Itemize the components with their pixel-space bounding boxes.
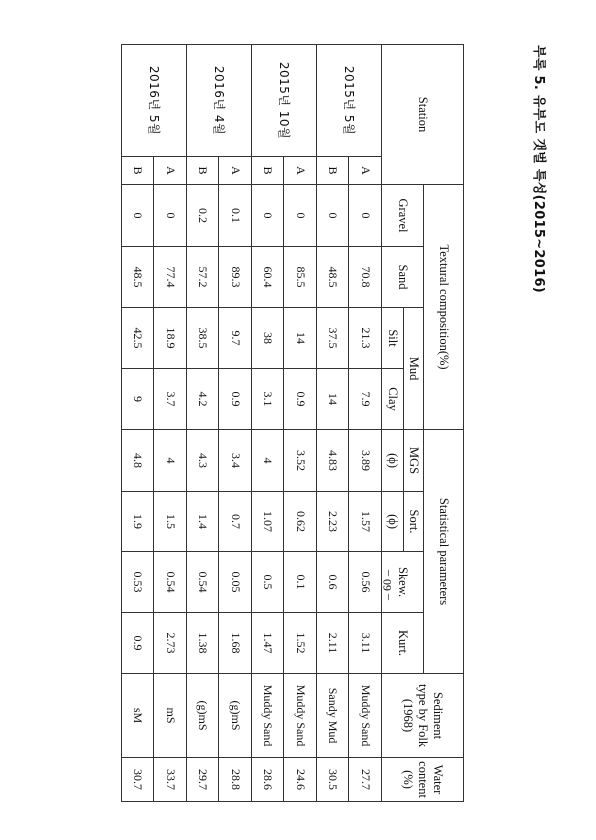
kurt-cell: 2.11 (317, 613, 350, 674)
header-sort: Sort. (404, 492, 424, 552)
header-water (382, 758, 464, 802)
sediment-cell: mS (154, 674, 187, 758)
table-row (122, 45, 155, 802)
sort-cell: 0.62 (284, 492, 317, 552)
clay-cell: 4.2 (187, 369, 220, 430)
header-kurt: Kurt. (382, 613, 424, 674)
water-cell: 30.5 (317, 758, 350, 802)
clay-cell: 3.7 (154, 369, 187, 430)
skew-cell: 0.6 (317, 552, 350, 613)
page-number: – 60 – (380, 570, 394, 600)
sand-cell: 57.2 (187, 247, 220, 308)
mgs-cell: 4.8 (122, 430, 155, 492)
mgs-cell: 4.3 (187, 430, 220, 492)
header-clay: Clay (382, 369, 404, 430)
sediment-cell: Muddy Sand (349, 674, 382, 758)
header-water-line2: content (416, 761, 430, 798)
station-cell: A (349, 157, 382, 185)
station-cell: A (284, 157, 317, 185)
mgs-cell: 4 (154, 430, 187, 492)
header-statistical: Statistical parameters (424, 430, 464, 674)
header-skew: Skew. (382, 552, 424, 613)
table-row (187, 45, 220, 802)
sand-cell: 70.8 (349, 247, 382, 308)
gravel-cell: 0 (122, 185, 155, 247)
gravel-cell: 0 (349, 185, 382, 247)
sediment-cell: Muddy Sand (284, 674, 317, 758)
header-gravel: Gravel (382, 185, 424, 247)
gravel-cell: 0 (317, 185, 350, 247)
water-cell: 28.6 (252, 758, 285, 802)
silt-cell: 38 (252, 308, 285, 369)
station-cell: A (219, 157, 252, 185)
skew-cell: 0.5 (252, 552, 285, 613)
gravel-cell: 0 (154, 185, 187, 247)
silt-cell: 37.5 (317, 308, 350, 369)
period-cell: 2015년 10월 (252, 45, 317, 157)
clay-cell: 14 (317, 369, 350, 430)
table-row (284, 45, 317, 802)
water-cell: 29.7 (187, 758, 220, 802)
station-cell: A (154, 157, 187, 185)
sediment-cell: Sandy Mud (317, 674, 350, 758)
silt-cell: 14 (284, 308, 317, 369)
sand-cell: 77.4 (154, 247, 187, 308)
period-cell: 2016년 4월 (187, 45, 252, 157)
skew-cell: 0.53 (122, 552, 155, 613)
water-cell: 27.7 (349, 758, 382, 802)
kurt-cell: 1.68 (219, 613, 252, 674)
period-cell: 2016년 5월 (122, 45, 187, 157)
mgs-cell: 3.4 (219, 430, 252, 492)
header-sand: Sand (382, 247, 424, 308)
silt-cell: 38.5 (187, 308, 220, 369)
sort-cell: 1.07 (252, 492, 285, 552)
sediment-table (121, 44, 464, 802)
header-water-line1: Water (431, 764, 445, 795)
skew-cell: 0.05 (219, 552, 252, 613)
silt-cell: 9.7 (219, 308, 252, 369)
station-cell: B (122, 157, 155, 185)
period-cell: 2015년 5월 (317, 45, 382, 157)
gravel-cell: 0.2 (187, 185, 220, 247)
table-row (349, 45, 382, 802)
header-mgs: MGS (404, 430, 424, 492)
silt-cell: 18.9 (154, 308, 187, 369)
gravel-cell: 0.1 (219, 185, 252, 247)
clay-cell: 7.9 (349, 369, 382, 430)
kurt-cell: 3.11 (349, 613, 382, 674)
skew-cell: 0.1 (284, 552, 317, 613)
table-row (252, 45, 285, 802)
sediment-cell: sM (122, 674, 155, 758)
header-sediment-line3: (1968) (401, 698, 415, 733)
mgs-cell: 4 (252, 430, 285, 492)
silt-cell: 42.5 (122, 308, 155, 369)
mgs-cell: 3.52 (284, 430, 317, 492)
header-mgs-unit: (ϕ) (382, 430, 404, 492)
clay-cell: 0.9 (219, 369, 252, 430)
kurt-cell: 2.73 (154, 613, 187, 674)
sort-cell: 0.7 (219, 492, 252, 552)
header-textural: Textural composition(%) (424, 185, 464, 430)
table-row (154, 45, 187, 802)
water-cell: 33.7 (154, 758, 187, 802)
header-water-unit: (%) (401, 770, 415, 789)
header-silt: Silt (382, 308, 404, 369)
sand-cell: 48.5 (122, 247, 155, 308)
sand-cell: 48.5 (317, 247, 350, 308)
skew-cell: 0.54 (187, 552, 220, 613)
sediment-cell: (g)mS (219, 674, 252, 758)
sort-cell: 2.23 (317, 492, 350, 552)
header-sediment-line2: type by Folk (416, 683, 430, 748)
sediment-cell: Muddy Sand (252, 674, 285, 758)
kurt-cell: 0.9 (122, 613, 155, 674)
station-cell: B (317, 157, 350, 185)
sort-cell: 1.9 (122, 492, 155, 552)
mgs-cell: 4.83 (317, 430, 350, 492)
sort-cell: 1.57 (349, 492, 382, 552)
sand-cell: 89.3 (219, 247, 252, 308)
sort-cell: 1.4 (187, 492, 220, 552)
header-station: Station (382, 45, 464, 185)
mgs-cell: 3.89 (349, 430, 382, 492)
skew-cell: 0.54 (154, 552, 187, 613)
table-row (219, 45, 252, 802)
kurt-cell: 1.38 (187, 613, 220, 674)
gravel-cell: 0 (284, 185, 317, 247)
header-sediment (382, 674, 464, 758)
water-cell: 24.6 (284, 758, 317, 802)
silt-cell: 21.3 (349, 308, 382, 369)
water-cell: 30.7 (122, 758, 155, 802)
water-cell: 28.8 (219, 758, 252, 802)
clay-cell: 0.9 (284, 369, 317, 430)
station-cell: B (252, 157, 285, 185)
clay-cell: 9 (122, 369, 155, 430)
clay-cell: 3.1 (252, 369, 285, 430)
kurt-cell: 1.47 (252, 613, 285, 674)
table-row (317, 45, 350, 802)
table-body (122, 45, 382, 802)
gravel-cell: 0 (252, 185, 285, 247)
sand-cell: 85.5 (284, 247, 317, 308)
sort-cell: 1.5 (154, 492, 187, 552)
sediment-cell: (g)mS (187, 674, 220, 758)
sand-cell: 60.4 (252, 247, 285, 308)
header-sort-unit: (ϕ) (382, 492, 404, 552)
kurt-cell: 1.52 (284, 613, 317, 674)
header-sediment-line1: Sediment (431, 691, 445, 740)
skew-cell: 0.56 (349, 552, 382, 613)
station-cell: B (187, 157, 220, 185)
table-caption: 부록 5. 유부도 갯벌 특성(2015~2016) (531, 45, 546, 294)
header-mud: Mud (404, 308, 424, 430)
